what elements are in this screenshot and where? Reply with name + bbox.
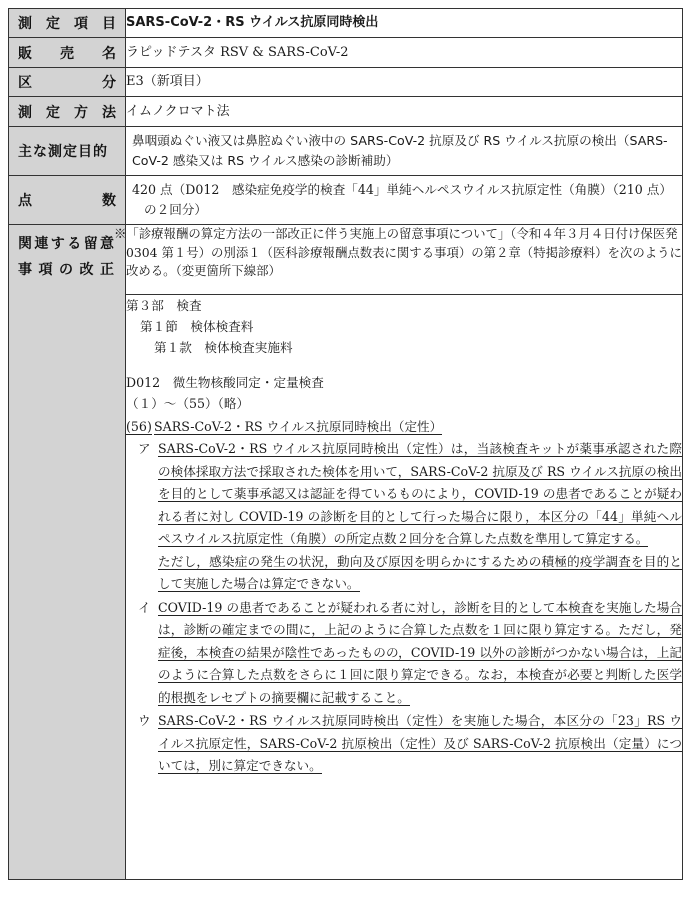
spec-table [8, 8, 683, 880]
reagent-spec-sheet [8, 8, 683, 880]
label-char: 点 [18, 193, 32, 209]
notice-reference: ※「診療報酬の算定方法の一部改正に伴う実施上の留意事項について」（令和４年３月４日付け保医発 0304 第１号）の別添１（医科診療報酬点数表に関する事項）の第２章（特掲診療料）を次のように改める。（変更箇所下線部） [126, 225, 683, 295]
label-purpose-text: 主な測定目的 [18, 144, 108, 160]
section-heading: 第１節 検体検査料 [140, 319, 254, 334]
row-method [9, 97, 683, 127]
label-char: 区 [18, 75, 32, 91]
value-points: 420 点（D012 感染症免疫学的検査「44」単純ヘルペスウイルス抗原定性（角膜）（210 点）の２回分） [126, 176, 683, 225]
subitem-u-marker: ウ [138, 713, 151, 728]
value-category: E3（新項目） [126, 68, 683, 97]
label-char: 数 [102, 193, 116, 209]
row-purpose [9, 127, 683, 176]
amendment-body [126, 295, 683, 880]
subitem-a-proviso: ただし，感染症の発生の状況，動向及び原因を明らかにするための積極的疫学調査を目的として実施した場合は算定できない。 [158, 553, 682, 591]
label-notices-line2: 事項の改正 [18, 262, 116, 278]
subitem-i [126, 597, 682, 710]
label-char: 販 [18, 45, 32, 62]
row-points [9, 176, 683, 225]
label-points [9, 176, 126, 225]
value-sales-name: ラピッドテスタ RSV & SARS-CoV-2 [126, 38, 683, 68]
label-notices [9, 225, 126, 880]
label-char: 定 [46, 16, 60, 32]
label-char: 測 [18, 104, 32, 121]
item-56 [126, 416, 682, 437]
subitem-u [126, 710, 682, 778]
test-code-heading: D012 微生物核酸同定・定量検査 [126, 375, 324, 390]
subitem-a [126, 438, 682, 596]
subitem-a-text: SARS-CoV-2・RS ウイルス抗原同時検出（定性）は，当該検査キットが薬事承認された際の検体採取方法で採取された検体を用いて，SARS-CoV-2 抗原及び RS ウイルス抗原の検出を目的として薬事承認又は認証を得ているものにより，COVID-19 の患者であることが疑われる者に対し COVID-19 の診断を目的として行った場合に限り，本区分の「44」単純ヘルペスウイルス抗原定性（角膜）の所定点数２回分を合算した点数を準用して算定する。 [158, 441, 682, 546]
omitted-range: （１）～（55）（略） [126, 396, 250, 411]
label-char: 項 [74, 16, 88, 32]
label-char: 名 [102, 45, 116, 62]
label-method [9, 97, 126, 127]
label-char: 測 [18, 16, 32, 32]
label-notices-line1: 関連する留意 [18, 236, 116, 252]
subsection-heading: 第１款 検体検査実施料 [154, 340, 293, 355]
part-heading: 第３部 検査 [126, 298, 202, 313]
value-purpose: 鼻咽頭ぬぐい液又は鼻腔ぬぐい液中の SARS-CoV-2 抗原及び RS ウイルス抗原の検出（SARS-CoV-2 感染又は RS ウイルス感染の診断補助） [126, 127, 683, 176]
label-char: 方 [74, 104, 88, 121]
value-method: イムノクロマト法 [126, 97, 683, 127]
row-sales-name [9, 38, 683, 68]
subitem-i-marker: イ [138, 599, 151, 615]
subitem-u-text: SARS-CoV-2・RS ウイルス抗原同時検出（定性）を実施した場合，本区分の「23」RS ウイルス抗原定性，SARS-CoV-2 抗原検出（定性）及び SARS-CoV-2 抗原検出（定量）については，別に算定できない。 [158, 713, 682, 773]
label-category [9, 68, 126, 97]
item-56-marker: (56) [126, 419, 152, 434]
row-notices-header [9, 225, 683, 295]
value-measurement-item: SARS-CoV-2・RS ウイルス抗原同時検出 [126, 9, 683, 38]
label-char: 分 [102, 75, 116, 91]
label-purpose [9, 127, 126, 176]
row-category [9, 68, 683, 97]
label-measurement-item [9, 9, 126, 38]
label-char: 売 [60, 45, 74, 62]
label-char: 定 [46, 104, 60, 121]
label-char: 目 [102, 16, 116, 32]
label-sales-name [9, 38, 126, 68]
item-56-title: SARS-CoV-2・RS ウイルス抗原同時検出（定性） [154, 419, 443, 434]
subitem-i-text: COVID-19 の患者であることが疑われる者に対し，診断を目的として本検査を実施した場合は，診断の確定までの間に，上記のように合算した点数を１回に限り算定する。ただし，発症後，本検査の結果が陰性であったものの，COVID-19 以外の診断がつかない場合は，上記のように合算した点数をさらに１回に限り算定できる。なお，本検査が必要と判断した医学的根拠をレセプトの摘要欄に記載すること。 [158, 599, 682, 705]
label-char: 法 [102, 104, 116, 121]
row-measurement-item [9, 9, 683, 38]
subitem-a-marker: ア [138, 441, 151, 456]
